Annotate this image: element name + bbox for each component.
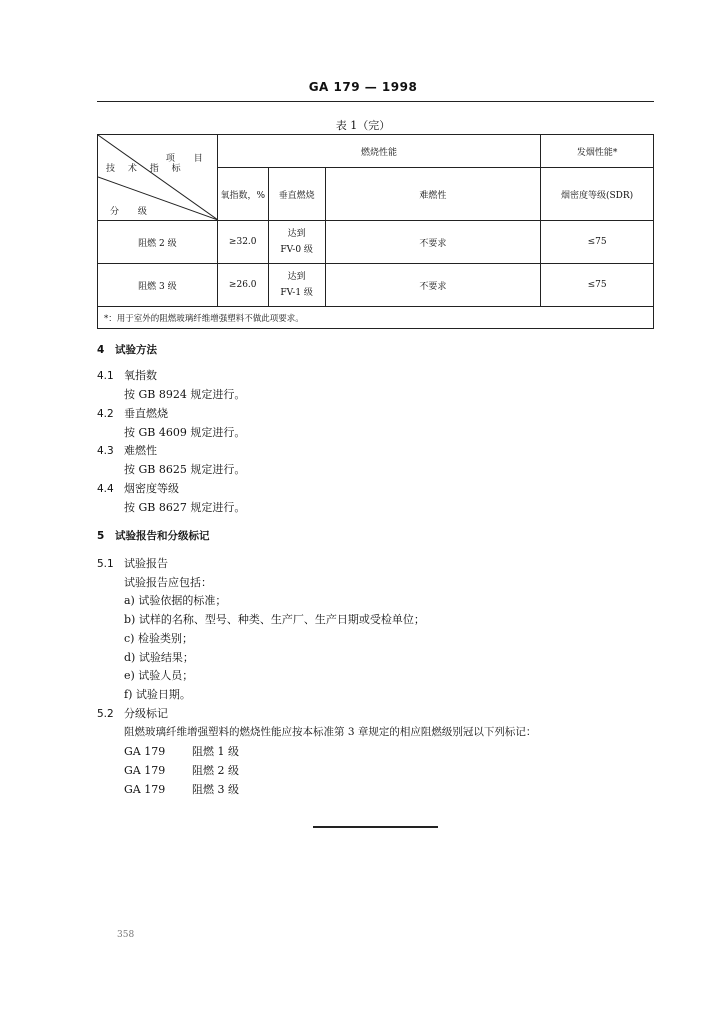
cell-flame: 不要求: [325, 264, 541, 307]
clause-4-4-text: 按 GB 8627 规定进行。: [124, 501, 246, 514]
marking-level: 阻燃 1 级: [192, 745, 239, 758]
clause-number: 5.2: [97, 708, 114, 720]
clause-title: 氧指数: [124, 369, 157, 382]
list-item: c) 检验类别；: [124, 632, 193, 645]
report-intro: 试验报告应包括：: [124, 576, 212, 589]
clause-number: 4.2: [97, 408, 114, 420]
header-smoke-performance: 发烟性能*: [541, 135, 654, 168]
corner-label-indicator: 技 术 指 标: [106, 164, 186, 174]
cell-oxygen: ≥32.0: [217, 221, 268, 264]
cell-smoke: ≤75: [541, 264, 654, 307]
table-row: [98, 221, 654, 264]
clause-number: 5.1: [97, 558, 114, 570]
header-vertical-burning: 垂直燃烧: [268, 168, 325, 221]
clause-number: 4.3: [97, 445, 114, 457]
cell-smoke: ≤75: [541, 221, 654, 264]
list-item: d) 试验结果；: [124, 651, 194, 664]
marking-line: [124, 781, 239, 797]
clause-5-1: [97, 555, 168, 571]
marking-code: GA 179: [124, 745, 166, 758]
list-item: a) 试验依据的标准；: [124, 594, 227, 607]
performance-table: [97, 134, 654, 329]
clause-title: 试验报告: [124, 557, 168, 570]
marking-level: 阻燃 3 级: [192, 783, 239, 796]
corner-label-item: 项 目: [165, 154, 211, 164]
list-item: e) 试验人员；: [124, 669, 194, 682]
corner-label-grade: 分 级: [110, 207, 155, 217]
page-number: 358: [117, 930, 135, 940]
clause-number: 4.4: [97, 483, 114, 495]
section-5-heading: [97, 528, 210, 543]
section-number: 4: [97, 344, 105, 356]
marking-line: [124, 743, 239, 759]
section-4-heading: [97, 342, 157, 357]
cell-grade: 阻燃 3 级: [98, 264, 218, 307]
marking-level: 阻燃 2 级: [192, 764, 239, 777]
marking-line: [124, 762, 239, 778]
clause-5-2: [97, 705, 168, 721]
table-corner-cell: [98, 135, 218, 221]
table-caption: 表 1（完）: [335, 119, 391, 132]
marking-code: GA 179: [124, 764, 166, 777]
table-row: [98, 264, 654, 307]
cell-vertical-line2: FV-1 级: [280, 288, 313, 298]
header-rule: [97, 101, 654, 102]
clause-number: 4.1: [97, 370, 114, 382]
clause-4-1: [97, 367, 157, 383]
cell-vertical-line2: FV-0 级: [280, 245, 313, 255]
clause-4-3: [97, 442, 157, 458]
cell-vertical-line1: 达到: [287, 272, 306, 282]
clause-title: 难燃性: [124, 444, 157, 457]
cell-vertical: [268, 221, 325, 264]
clause-4-2-text: 按 GB 4609 规定进行。: [124, 426, 246, 439]
clause-4-4: [97, 480, 179, 496]
header-burning-performance: 燃烧性能: [217, 135, 540, 168]
clause-title: 烟密度等级: [124, 482, 179, 495]
list-item: b) 试样的名称、型号、种类、生产厂、生产日期或受检单位；: [124, 613, 425, 626]
clause-4-1-text: 按 GB 8924 规定进行。: [124, 388, 246, 401]
end-of-document-rule: [313, 826, 438, 828]
marking-rule-text: 阻燃玻璃纤维增强塑料的燃烧性能应按本标准第 3 章规定的相应阻燃级别冠以下列标记：: [124, 726, 537, 738]
header-smoke-density: 烟密度等级(SDR): [541, 168, 654, 221]
cell-vertical: [268, 264, 325, 307]
section-title: 试验方法: [115, 344, 157, 356]
section-number: 5: [97, 530, 105, 542]
cell-vertical-line1: 达到: [287, 229, 306, 239]
section-title: 试验报告和分级标记: [115, 530, 210, 542]
document-header-code: GA 179 — 1998: [308, 80, 418, 94]
cell-flame: 不要求: [325, 221, 541, 264]
header-oxygen-index: 氧指数，%: [217, 168, 268, 221]
clause-title: 垂直燃烧: [124, 407, 168, 420]
marking-code: GA 179: [124, 783, 166, 796]
cell-grade: 阻燃 2 级: [98, 221, 218, 264]
clause-4-2: [97, 405, 168, 421]
header-flame-retardancy: 难燃性: [325, 168, 541, 221]
list-item: f) 试验日期。: [124, 688, 191, 701]
cell-oxygen: ≥26.0: [217, 264, 268, 307]
clause-title: 分级标记: [124, 707, 168, 720]
table-footnote: *：用于室外的阻燃玻璃纤维增强塑料不做此项要求。: [98, 307, 654, 329]
clause-4-3-text: 按 GB 8625 规定进行。: [124, 463, 246, 476]
